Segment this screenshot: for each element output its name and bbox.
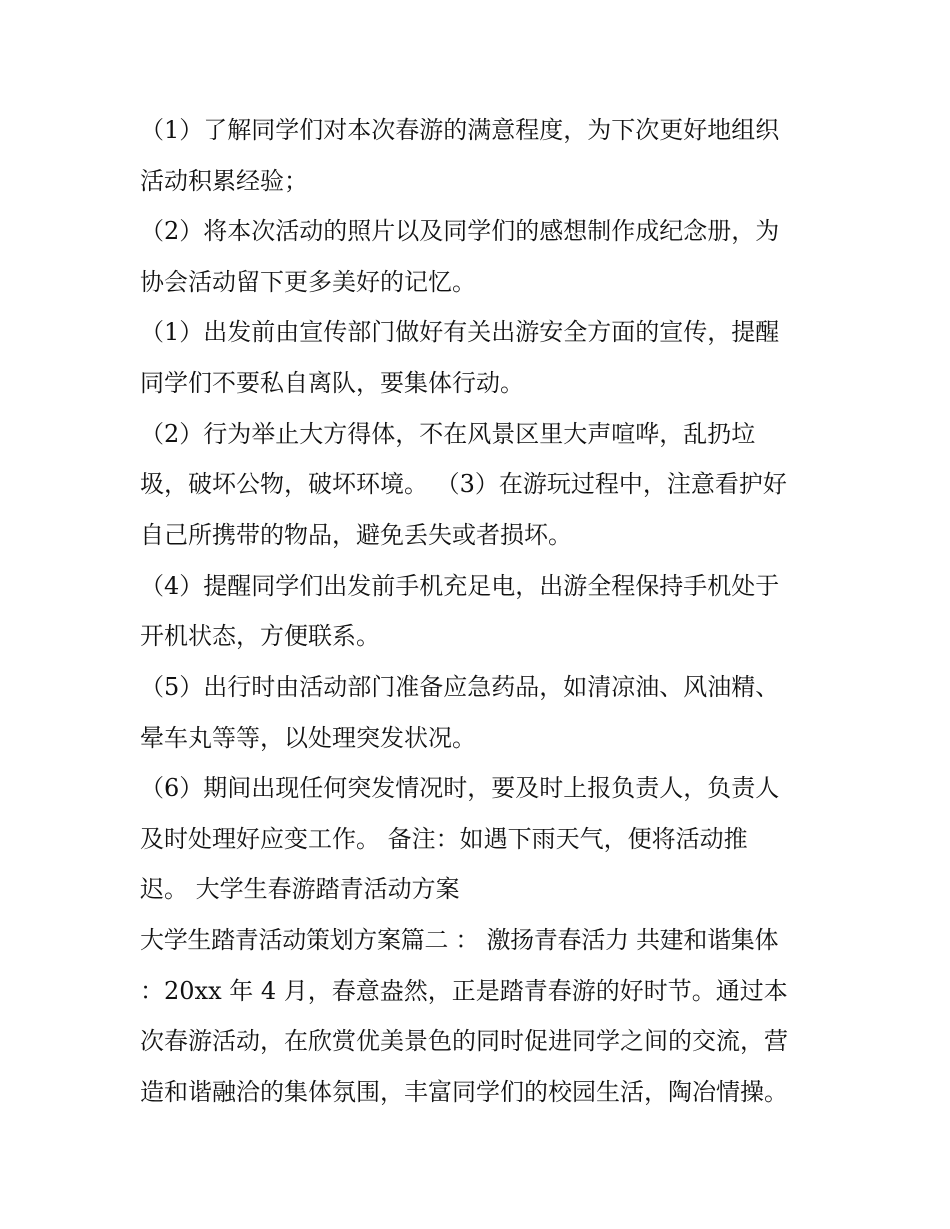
text-line-12: （5）出行时由活动部门准备应急药品，如清凉油、风油精、	[140, 673, 780, 701]
text-line-20: 造和谐融洽的集体氛围，丰富同学们的校园生活，陶冶情操。	[140, 1078, 788, 1106]
text-line-19: 次春游活动，在欣赏优美景色的同时促进同学之间的交流，营	[140, 1027, 788, 1055]
text-line-7: （2）行为举止大方得体，不在风景区里大声喧哗，乱扔垃	[140, 420, 756, 448]
text-line-1: （1）了解同学们对本次春游的满意程度，为下次更好地组织	[140, 116, 780, 144]
text-line-15: 及时处理好应变工作。 备注：如遇下雨天气，便将活动推	[140, 825, 748, 853]
text-line-2: 活动积累经验；	[140, 167, 308, 195]
text-line-11: 开机状态，方便联系。	[140, 622, 380, 650]
text-line-3: （2）将本次活动的照片以及同学们的感想制作成纪念册，为	[140, 217, 780, 245]
text-line-13: 晕车丸等等，以处理突发状况。	[140, 724, 476, 752]
text-line-10: （4）提醒同学们出发前手机充足电，出游全程保持手机处于	[140, 572, 780, 600]
text-line-6: 同学们不要私自离队，要集体行动。	[140, 369, 524, 397]
text-line-8: 圾，破坏公物，破坏环境。 （3）在游玩过程中，注意看护好	[140, 470, 787, 498]
text-line-5: （1）出发前由宣传部门做好有关出游安全方面的宣传，提醒	[140, 318, 780, 346]
text-line-9: 自己所携带的物品，避免丢失或者损坏。	[140, 521, 572, 549]
text-line-17: 大学生踏青活动策划方案篇二 ： 激扬青春活力 共建和谐集体	[140, 926, 779, 954]
text-line-18: ：20xx 年 4 月，春意盎然，正是踏青春游的好时节。通过本	[140, 977, 788, 1005]
text-line-16: 迟。 大学生春游踏青活动方案	[140, 875, 460, 903]
text-line-14: （6）期间出现任何突发情况时，要及时上报负责人，负责人	[140, 774, 780, 802]
text-line-4: 协会活动留下更多美好的记忆。	[140, 268, 476, 296]
